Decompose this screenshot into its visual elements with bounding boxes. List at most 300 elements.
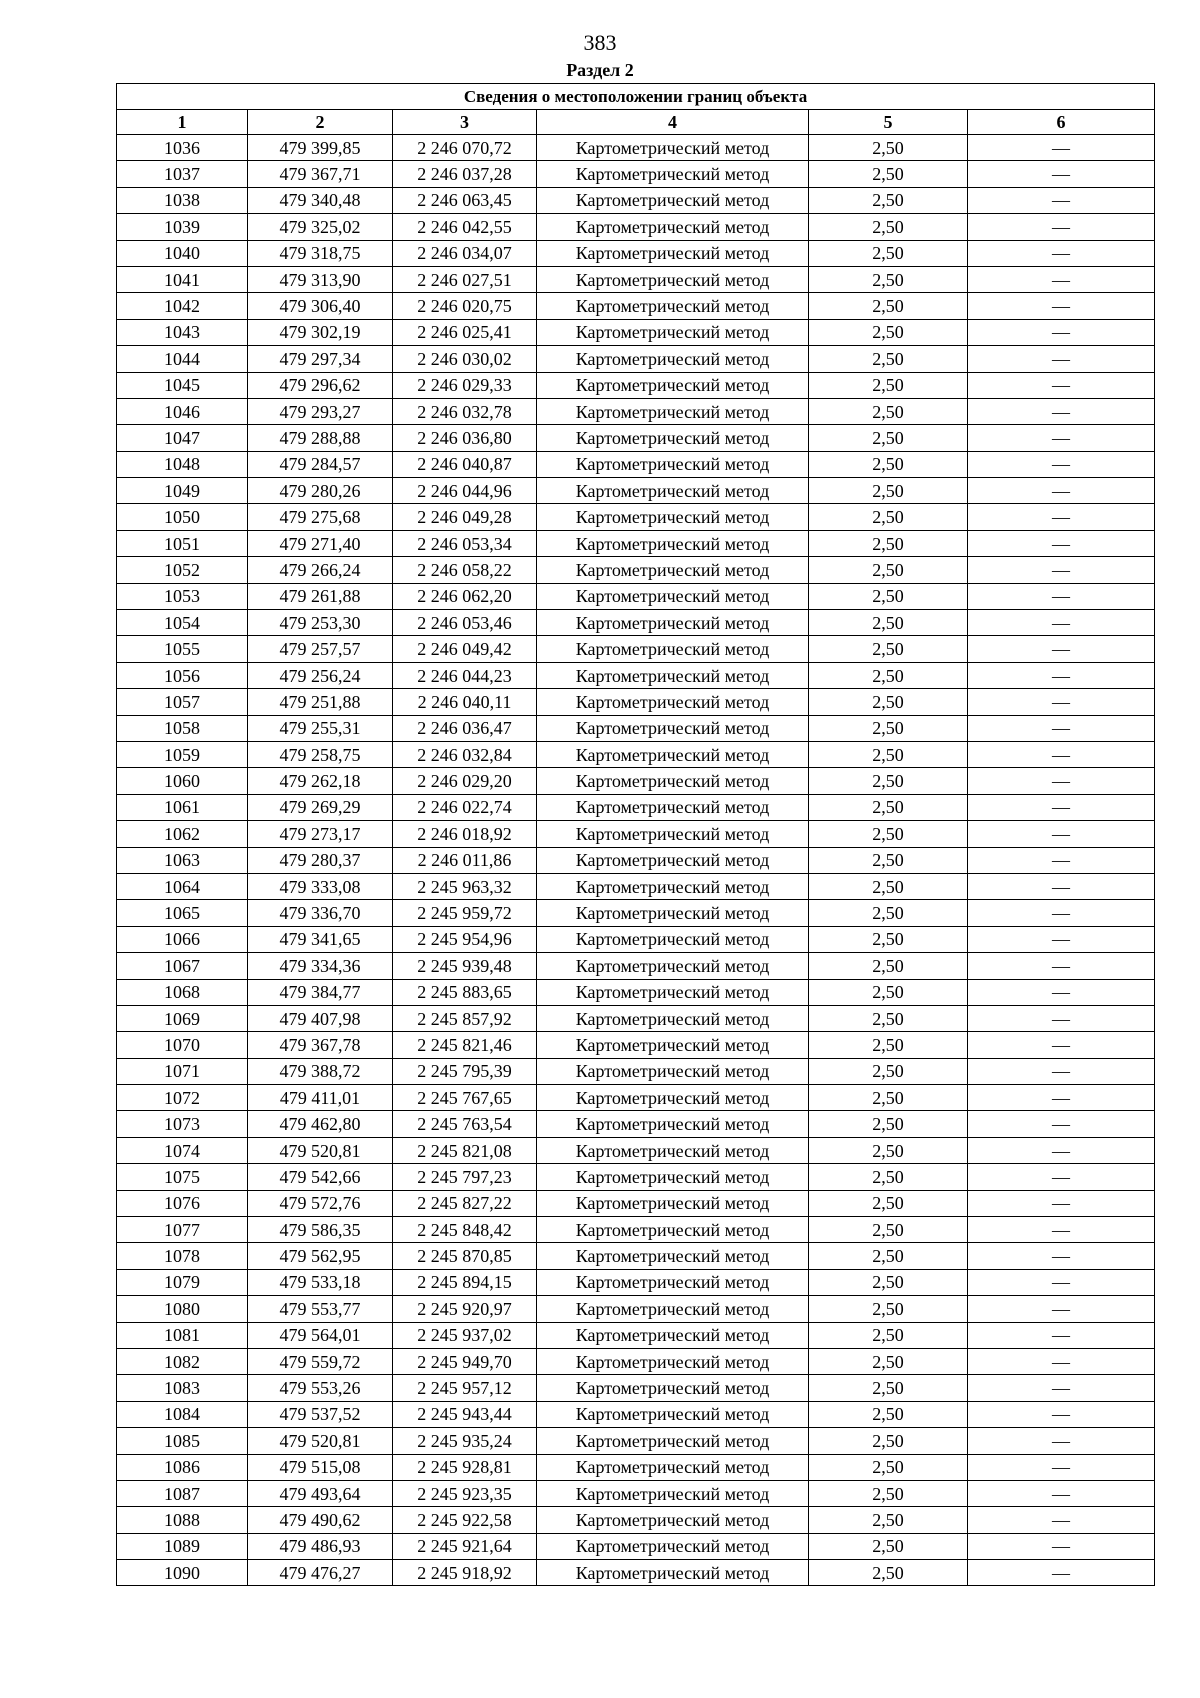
description-cell: — <box>968 266 1155 292</box>
y-coordinate-cell: 2 245 763,54 <box>393 1111 537 1137</box>
point-number-cell: 1088 <box>117 1507 248 1533</box>
accuracy-cell: 2,50 <box>809 1480 968 1506</box>
x-coordinate-cell: 479 275,68 <box>248 504 393 530</box>
description-cell: — <box>968 425 1155 451</box>
table-row <box>117 1401 1155 1427</box>
description-cell: — <box>968 557 1155 583</box>
y-coordinate-cell: 2 245 870,85 <box>393 1243 537 1269</box>
table-row <box>117 873 1155 899</box>
x-coordinate-cell: 479 553,77 <box>248 1296 393 1322</box>
method-cell: Картометрический метод <box>537 662 809 688</box>
accuracy-cell: 2,50 <box>809 979 968 1005</box>
accuracy-cell: 2,50 <box>809 1164 968 1190</box>
description-cell: — <box>968 1005 1155 1031</box>
accuracy-cell: 2,50 <box>809 398 968 424</box>
description-cell: — <box>968 372 1155 398</box>
method-cell: Картометрический метод <box>537 583 809 609</box>
point-number-cell: 1047 <box>117 425 248 451</box>
x-coordinate-cell: 479 297,34 <box>248 346 393 372</box>
table-row <box>117 1243 1155 1269</box>
x-coordinate-cell: 479 293,27 <box>248 398 393 424</box>
method-cell: Картометрический метод <box>537 1190 809 1216</box>
table-row <box>117 1454 1155 1480</box>
method-cell: Картометрический метод <box>537 1217 809 1243</box>
table-row <box>117 240 1155 266</box>
method-cell: Картометрический метод <box>537 319 809 345</box>
point-number-cell: 1053 <box>117 583 248 609</box>
y-coordinate-cell: 2 246 032,84 <box>393 741 537 767</box>
description-cell: — <box>968 1401 1155 1427</box>
x-coordinate-cell: 479 520,81 <box>248 1428 393 1454</box>
point-number-cell: 1067 <box>117 953 248 979</box>
x-coordinate-cell: 479 537,52 <box>248 1401 393 1427</box>
y-coordinate-cell: 2 245 821,46 <box>393 1032 537 1058</box>
accuracy-cell: 2,50 <box>809 1269 968 1295</box>
method-cell: Картометрический метод <box>537 293 809 319</box>
accuracy-cell: 2,50 <box>809 900 968 926</box>
point-number-cell: 1061 <box>117 794 248 820</box>
point-number-cell: 1070 <box>117 1032 248 1058</box>
x-coordinate-cell: 479 333,08 <box>248 873 393 899</box>
table-row <box>117 1375 1155 1401</box>
method-cell: Картометрический метод <box>537 1375 809 1401</box>
point-number-cell: 1074 <box>117 1137 248 1163</box>
description-cell: — <box>968 240 1155 266</box>
point-number-cell: 1048 <box>117 451 248 477</box>
description-cell: — <box>968 214 1155 240</box>
accuracy-cell: 2,50 <box>809 1137 968 1163</box>
x-coordinate-cell: 479 257,57 <box>248 636 393 662</box>
x-coordinate-cell: 479 367,78 <box>248 1032 393 1058</box>
table-row <box>117 1085 1155 1111</box>
x-coordinate-cell: 479 318,75 <box>248 240 393 266</box>
method-cell: Картометрический метод <box>537 214 809 240</box>
description-cell: — <box>968 346 1155 372</box>
x-coordinate-cell: 479 388,72 <box>248 1058 393 1084</box>
y-coordinate-cell: 2 246 044,96 <box>393 478 537 504</box>
x-coordinate-cell: 479 255,31 <box>248 715 393 741</box>
accuracy-cell: 2,50 <box>809 293 968 319</box>
y-coordinate-cell: 2 246 042,55 <box>393 214 537 240</box>
point-number-cell: 1086 <box>117 1454 248 1480</box>
y-coordinate-cell: 2 245 957,12 <box>393 1375 537 1401</box>
description-cell: — <box>968 1533 1155 1559</box>
accuracy-cell: 2,50 <box>809 1296 968 1322</box>
method-cell: Картометрический метод <box>537 741 809 767</box>
x-coordinate-cell: 479 490,62 <box>248 1507 393 1533</box>
table-row <box>117 214 1155 240</box>
method-cell: Картометрический метод <box>537 1348 809 1374</box>
table-row <box>117 926 1155 952</box>
accuracy-cell: 2,50 <box>809 1560 968 1586</box>
table-row <box>117 1217 1155 1243</box>
y-coordinate-cell: 2 245 848,42 <box>393 1217 537 1243</box>
point-number-cell: 1058 <box>117 715 248 741</box>
y-coordinate-cell: 2 245 928,81 <box>393 1454 537 1480</box>
method-cell: Картометрический метод <box>537 768 809 794</box>
table-row <box>117 821 1155 847</box>
x-coordinate-cell: 479 271,40 <box>248 530 393 556</box>
y-coordinate-cell: 2 246 037,28 <box>393 161 537 187</box>
method-cell: Картометрический метод <box>537 1533 809 1559</box>
method-cell: Картометрический метод <box>537 187 809 213</box>
method-cell: Картометрический метод <box>537 1137 809 1163</box>
table-row <box>117 1005 1155 1031</box>
table-row <box>117 319 1155 345</box>
table-row <box>117 266 1155 292</box>
method-cell: Картометрический метод <box>537 161 809 187</box>
y-coordinate-cell: 2 246 027,51 <box>393 266 537 292</box>
point-number-cell: 1037 <box>117 161 248 187</box>
point-number-cell: 1051 <box>117 530 248 556</box>
table-row <box>117 900 1155 926</box>
accuracy-cell: 2,50 <box>809 1322 968 1348</box>
y-coordinate-cell: 2 245 920,97 <box>393 1296 537 1322</box>
description-cell: — <box>968 478 1155 504</box>
point-number-cell: 1056 <box>117 662 248 688</box>
point-number-cell: 1054 <box>117 610 248 636</box>
method-cell: Картометрический метод <box>537 135 809 161</box>
method-cell: Картометрический метод <box>537 715 809 741</box>
description-cell: — <box>968 847 1155 873</box>
table-row <box>117 1348 1155 1374</box>
method-cell: Картометрический метод <box>537 821 809 847</box>
description-cell: — <box>968 504 1155 530</box>
method-cell: Картометрический метод <box>537 1058 809 1084</box>
point-number-cell: 1062 <box>117 821 248 847</box>
description-cell: — <box>968 1480 1155 1506</box>
x-coordinate-cell: 479 462,80 <box>248 1111 393 1137</box>
accuracy-cell: 2,50 <box>809 1375 968 1401</box>
accuracy-cell: 2,50 <box>809 451 968 477</box>
y-coordinate-cell: 2 246 020,75 <box>393 293 537 319</box>
table-row <box>117 741 1155 767</box>
table-row <box>117 1164 1155 1190</box>
point-number-cell: 1055 <box>117 636 248 662</box>
x-coordinate-cell: 479 533,18 <box>248 1269 393 1295</box>
description-cell: — <box>968 1348 1155 1374</box>
y-coordinate-cell: 2 246 049,42 <box>393 636 537 662</box>
x-coordinate-cell: 479 325,02 <box>248 214 393 240</box>
y-coordinate-cell: 2 246 036,47 <box>393 715 537 741</box>
method-cell: Картометрический метод <box>537 266 809 292</box>
point-number-cell: 1041 <box>117 266 248 292</box>
y-coordinate-cell: 2 245 821,08 <box>393 1137 537 1163</box>
method-cell: Картометрический метод <box>537 1111 809 1137</box>
point-number-cell: 1060 <box>117 768 248 794</box>
accuracy-cell: 2,50 <box>809 135 968 161</box>
y-coordinate-cell: 2 245 954,96 <box>393 926 537 952</box>
x-coordinate-cell: 479 562,95 <box>248 1243 393 1269</box>
x-coordinate-cell: 479 296,62 <box>248 372 393 398</box>
description-cell: — <box>968 900 1155 926</box>
x-coordinate-cell: 479 407,98 <box>248 1005 393 1031</box>
method-cell: Картометрический метод <box>537 398 809 424</box>
description-cell: — <box>968 1137 1155 1163</box>
method-cell: Картометрический метод <box>537 1164 809 1190</box>
y-coordinate-cell: 2 245 949,70 <box>393 1348 537 1374</box>
column-number: 3 <box>393 110 537 135</box>
point-number-cell: 1082 <box>117 1348 248 1374</box>
table-row <box>117 847 1155 873</box>
x-coordinate-cell: 479 251,88 <box>248 689 393 715</box>
description-cell: — <box>968 293 1155 319</box>
accuracy-cell: 2,50 <box>809 1348 968 1374</box>
accuracy-cell: 2,50 <box>809 583 968 609</box>
point-number-cell: 1083 <box>117 1375 248 1401</box>
x-coordinate-cell: 479 384,77 <box>248 979 393 1005</box>
accuracy-cell: 2,50 <box>809 1454 968 1480</box>
method-cell: Картометрический метод <box>537 451 809 477</box>
y-coordinate-cell: 2 246 030,02 <box>393 346 537 372</box>
column-number: 4 <box>537 110 809 135</box>
x-coordinate-cell: 479 515,08 <box>248 1454 393 1480</box>
description-cell: — <box>968 1428 1155 1454</box>
point-number-cell: 1071 <box>117 1058 248 1084</box>
point-number-cell: 1079 <box>117 1269 248 1295</box>
point-number-cell: 1039 <box>117 214 248 240</box>
x-coordinate-cell: 479 367,71 <box>248 161 393 187</box>
x-coordinate-cell: 479 262,18 <box>248 768 393 794</box>
description-cell: — <box>968 821 1155 847</box>
table-row <box>117 1533 1155 1559</box>
method-cell: Картометрический метод <box>537 794 809 820</box>
table-row <box>117 530 1155 556</box>
point-number-cell: 1072 <box>117 1085 248 1111</box>
table-row <box>117 1190 1155 1216</box>
method-cell: Картометрический метод <box>537 1296 809 1322</box>
x-coordinate-cell: 479 302,19 <box>248 319 393 345</box>
y-coordinate-cell: 2 246 018,92 <box>393 821 537 847</box>
description-cell: — <box>968 953 1155 979</box>
y-coordinate-cell: 2 245 767,65 <box>393 1085 537 1111</box>
y-coordinate-cell: 2 245 937,02 <box>393 1322 537 1348</box>
table-row <box>117 1111 1155 1137</box>
method-cell: Картометрический метод <box>537 1480 809 1506</box>
column-number: 6 <box>968 110 1155 135</box>
description-cell: — <box>968 1296 1155 1322</box>
description-cell: — <box>968 610 1155 636</box>
x-coordinate-cell: 479 586,35 <box>248 1217 393 1243</box>
accuracy-cell: 2,50 <box>809 768 968 794</box>
point-number-cell: 1059 <box>117 741 248 767</box>
y-coordinate-cell: 2 245 939,48 <box>393 953 537 979</box>
accuracy-cell: 2,50 <box>809 610 968 636</box>
point-number-cell: 1085 <box>117 1428 248 1454</box>
accuracy-cell: 2,50 <box>809 1190 968 1216</box>
table-row <box>117 478 1155 504</box>
method-cell: Картометрический метод <box>537 346 809 372</box>
accuracy-cell: 2,50 <box>809 847 968 873</box>
method-cell: Картометрический метод <box>537 610 809 636</box>
accuracy-cell: 2,50 <box>809 1058 968 1084</box>
table-row <box>117 161 1155 187</box>
point-number-cell: 1081 <box>117 1322 248 1348</box>
x-coordinate-cell: 479 266,24 <box>248 557 393 583</box>
accuracy-cell: 2,50 <box>809 1401 968 1427</box>
description-cell: — <box>968 1217 1155 1243</box>
x-coordinate-cell: 479 341,65 <box>248 926 393 952</box>
y-coordinate-cell: 2 246 058,22 <box>393 557 537 583</box>
method-cell: Картометрический метод <box>537 926 809 952</box>
x-coordinate-cell: 479 340,48 <box>248 187 393 213</box>
y-coordinate-cell: 2 246 025,41 <box>393 319 537 345</box>
x-coordinate-cell: 479 256,24 <box>248 662 393 688</box>
y-coordinate-cell: 2 245 935,24 <box>393 1428 537 1454</box>
y-coordinate-cell: 2 246 032,78 <box>393 398 537 424</box>
y-coordinate-cell: 2 246 070,72 <box>393 135 537 161</box>
accuracy-cell: 2,50 <box>809 1111 968 1137</box>
accuracy-cell: 2,50 <box>809 187 968 213</box>
table-row <box>117 1428 1155 1454</box>
accuracy-cell: 2,50 <box>809 1428 968 1454</box>
method-cell: Картометрический метод <box>537 372 809 398</box>
description-cell: — <box>968 873 1155 899</box>
table-row <box>117 979 1155 1005</box>
table-row <box>117 425 1155 451</box>
description-cell: — <box>968 398 1155 424</box>
y-coordinate-cell: 2 245 883,65 <box>393 979 537 1005</box>
y-coordinate-cell: 2 246 034,07 <box>393 240 537 266</box>
method-cell: Картометрический метод <box>537 979 809 1005</box>
y-coordinate-cell: 2 245 921,64 <box>393 1533 537 1559</box>
x-coordinate-cell: 479 280,26 <box>248 478 393 504</box>
column-number: 2 <box>248 110 393 135</box>
x-coordinate-cell: 479 559,72 <box>248 1348 393 1374</box>
y-coordinate-cell: 2 246 063,45 <box>393 187 537 213</box>
method-cell: Картометрический метод <box>537 425 809 451</box>
table-row <box>117 1058 1155 1084</box>
description-cell: — <box>968 741 1155 767</box>
x-coordinate-cell: 479 258,75 <box>248 741 393 767</box>
accuracy-cell: 2,50 <box>809 346 968 372</box>
description-cell: — <box>968 794 1155 820</box>
y-coordinate-cell: 2 245 894,15 <box>393 1269 537 1295</box>
description-cell: — <box>968 135 1155 161</box>
method-cell: Картометрический метод <box>537 1032 809 1058</box>
y-coordinate-cell: 2 245 795,39 <box>393 1058 537 1084</box>
description-cell: — <box>968 1032 1155 1058</box>
y-coordinate-cell: 2 246 062,20 <box>393 583 537 609</box>
point-number-cell: 1044 <box>117 346 248 372</box>
description-cell: — <box>968 715 1155 741</box>
y-coordinate-cell: 2 246 044,23 <box>393 662 537 688</box>
accuracy-cell: 2,50 <box>809 1243 968 1269</box>
accuracy-cell: 2,50 <box>809 1032 968 1058</box>
point-number-cell: 1046 <box>117 398 248 424</box>
accuracy-cell: 2,50 <box>809 1533 968 1559</box>
accuracy-cell: 2,50 <box>809 926 968 952</box>
accuracy-cell: 2,50 <box>809 425 968 451</box>
method-cell: Картометрический метод <box>537 504 809 530</box>
accuracy-cell: 2,50 <box>809 1507 968 1533</box>
table-row <box>117 372 1155 398</box>
x-coordinate-cell: 479 493,64 <box>248 1480 393 1506</box>
point-number-cell: 1040 <box>117 240 248 266</box>
accuracy-cell: 2,50 <box>809 372 968 398</box>
accuracy-cell: 2,50 <box>809 504 968 530</box>
point-number-cell: 1050 <box>117 504 248 530</box>
y-coordinate-cell: 2 246 029,33 <box>393 372 537 398</box>
point-number-cell: 1078 <box>117 1243 248 1269</box>
description-cell: — <box>968 583 1155 609</box>
y-coordinate-cell: 2 245 963,32 <box>393 873 537 899</box>
table-row <box>117 610 1155 636</box>
description-cell: — <box>968 1454 1155 1480</box>
accuracy-cell: 2,50 <box>809 794 968 820</box>
method-cell: Картометрический метод <box>537 240 809 266</box>
point-number-cell: 1075 <box>117 1164 248 1190</box>
description-cell: — <box>968 926 1155 952</box>
description-cell: — <box>968 689 1155 715</box>
table-row <box>117 689 1155 715</box>
accuracy-cell: 2,50 <box>809 214 968 240</box>
method-cell: Картометрический метод <box>537 478 809 504</box>
method-cell: Картометрический метод <box>537 1243 809 1269</box>
description-cell: — <box>968 1243 1155 1269</box>
point-number-cell: 1052 <box>117 557 248 583</box>
method-cell: Картометрический метод <box>537 636 809 662</box>
description-cell: — <box>968 1190 1155 1216</box>
point-number-cell: 1064 <box>117 873 248 899</box>
method-cell: Картометрический метод <box>537 530 809 556</box>
table-row <box>117 768 1155 794</box>
point-number-cell: 1045 <box>117 372 248 398</box>
table-row <box>117 346 1155 372</box>
table-row <box>117 1032 1155 1058</box>
accuracy-cell: 2,50 <box>809 873 968 899</box>
section-title: Раздел 2 <box>566 60 634 80</box>
method-cell: Картометрический метод <box>537 900 809 926</box>
y-coordinate-cell: 2 246 040,11 <box>393 689 537 715</box>
accuracy-cell: 2,50 <box>809 636 968 662</box>
accuracy-cell: 2,50 <box>809 530 968 556</box>
method-cell: Картометрический метод <box>537 847 809 873</box>
description-cell: — <box>968 1560 1155 1586</box>
description-cell: — <box>968 1058 1155 1084</box>
method-cell: Картометрический метод <box>537 1085 809 1111</box>
x-coordinate-cell: 479 284,57 <box>248 451 393 477</box>
x-coordinate-cell: 479 306,40 <box>248 293 393 319</box>
table-row <box>117 953 1155 979</box>
x-coordinate-cell: 479 486,93 <box>248 1533 393 1559</box>
column-number: 5 <box>809 110 968 135</box>
point-number-cell: 1090 <box>117 1560 248 1586</box>
table-body <box>117 135 1155 1586</box>
y-coordinate-cell: 2 245 943,44 <box>393 1401 537 1427</box>
x-coordinate-cell: 479 553,26 <box>248 1375 393 1401</box>
column-number: 1 <box>117 110 248 135</box>
description-cell: — <box>968 161 1155 187</box>
accuracy-cell: 2,50 <box>809 319 968 345</box>
point-number-cell: 1073 <box>117 1111 248 1137</box>
table-row <box>117 135 1155 161</box>
x-coordinate-cell: 479 253,30 <box>248 610 393 636</box>
x-coordinate-cell: 479 542,66 <box>248 1164 393 1190</box>
point-number-cell: 1042 <box>117 293 248 319</box>
accuracy-cell: 2,50 <box>809 1085 968 1111</box>
y-coordinate-cell: 2 246 029,20 <box>393 768 537 794</box>
x-coordinate-cell: 479 564,01 <box>248 1322 393 1348</box>
method-cell: Картометрический метод <box>537 1507 809 1533</box>
method-cell: Картометрический метод <box>537 1454 809 1480</box>
description-cell: — <box>968 1375 1155 1401</box>
y-coordinate-cell: 2 246 049,28 <box>393 504 537 530</box>
accuracy-cell: 2,50 <box>809 161 968 187</box>
x-coordinate-cell: 479 280,37 <box>248 847 393 873</box>
accuracy-cell: 2,50 <box>809 715 968 741</box>
method-cell: Картометрический метод <box>537 873 809 899</box>
